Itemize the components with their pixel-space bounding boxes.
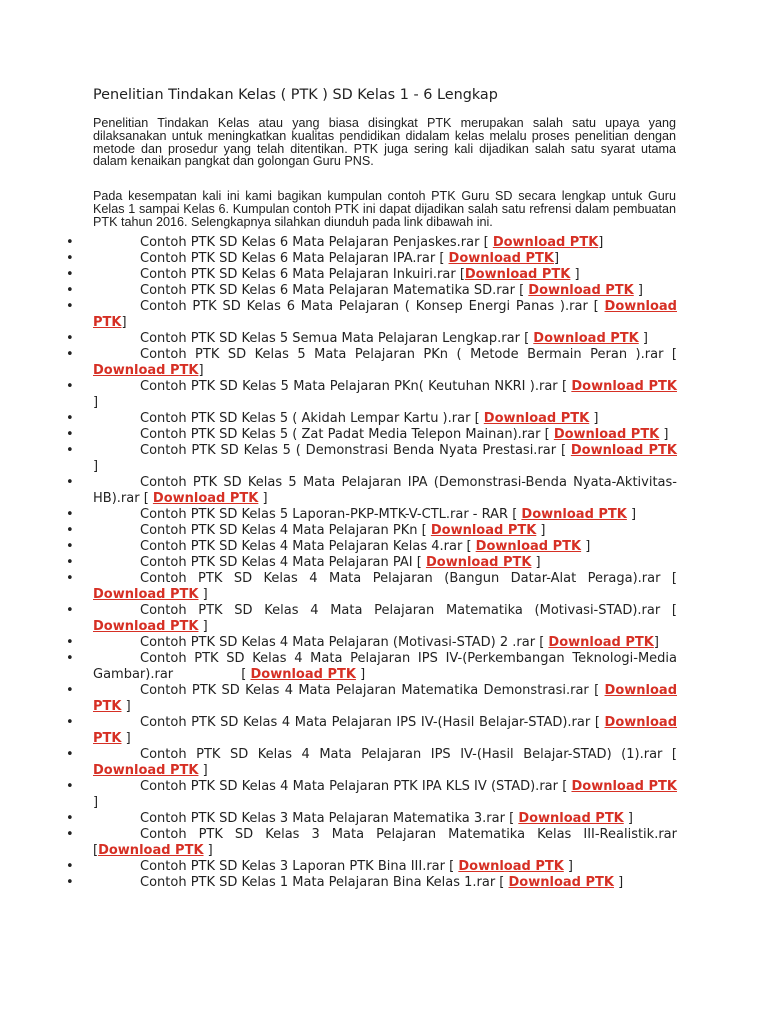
bracket-open: [ xyxy=(93,843,99,858)
bracket-close: ] xyxy=(198,619,208,634)
bracket-open: [ xyxy=(483,235,493,250)
bullet-icon: • xyxy=(66,331,74,346)
download-ptk-link[interactable]: Download PTK xyxy=(528,283,634,298)
item-filename: Contoh PTK SD Kelas 6 Mata Pelajaran Matematika SD.rar xyxy=(140,283,520,298)
download-ptk-link[interactable]: Download PTK xyxy=(152,491,259,506)
bullet-icon: • xyxy=(66,235,74,250)
bracket-close: ] xyxy=(531,555,541,570)
bracket-open: [ xyxy=(143,491,153,506)
bracket-close: ] xyxy=(121,731,131,746)
bullet-icon: • xyxy=(66,875,74,890)
item-filename: Contoh PTK SD Kelas 1 Mata Pelajaran Bina Kelas 1.rar xyxy=(140,875,500,890)
download-ptk-link[interactable]: Download PTK xyxy=(430,523,537,538)
bullet-icon: • xyxy=(66,507,74,522)
list-item xyxy=(0,539,677,555)
download-ptk-link[interactable]: Download PTK xyxy=(448,251,554,266)
bracket-close: ] xyxy=(93,795,99,810)
list-item xyxy=(0,571,677,603)
list-item xyxy=(0,411,677,427)
list-item xyxy=(0,507,677,523)
list-item xyxy=(0,283,677,299)
bracket-close: ] xyxy=(563,859,574,874)
download-ptk-link[interactable]: Download PTK xyxy=(548,635,654,650)
bullet-icon: • xyxy=(66,811,74,826)
bracket-open: [ xyxy=(671,747,677,762)
bullet-icon: • xyxy=(66,299,74,314)
bracket-close: ] xyxy=(198,363,204,378)
bullet-icon: • xyxy=(66,427,74,442)
bracket-open: [ xyxy=(519,283,529,298)
bracket-close: ] xyxy=(613,875,624,890)
bracket-open: [ xyxy=(421,523,431,538)
bracket-open: [ xyxy=(512,507,522,522)
item-filename: Contoh PTK SD Kelas 4 Mata Pelajaran IPS IV-(Perkembangan Teknologi-Media Gambar).rar xyxy=(93,651,677,682)
bracket-open: [ xyxy=(671,347,677,362)
list-item xyxy=(0,811,677,827)
bullet-icon: • xyxy=(66,603,74,618)
bracket-close: ] xyxy=(581,539,591,554)
bracket-open: [ xyxy=(594,683,605,698)
download-ptk-link[interactable]: Download PTK xyxy=(571,779,677,794)
list-item xyxy=(0,299,677,331)
list-item xyxy=(0,747,677,779)
bracket-open: [ xyxy=(560,443,571,458)
bracket-close: ] xyxy=(203,843,213,858)
bracket-close: ] xyxy=(653,635,659,650)
download-ptk-link[interactable]: Download PTK xyxy=(521,507,627,522)
download-ptk-link[interactable]: Download PTK xyxy=(93,763,199,778)
list-item xyxy=(0,603,677,635)
bullet-icon: • xyxy=(66,827,74,842)
item-filename: Contoh PTK SD Kelas 4 Mata Pelajaran (Motivasi-STAD) 2 .rar xyxy=(140,635,540,650)
download-ptk-link[interactable]: Download PTK xyxy=(93,299,677,330)
list-item xyxy=(0,347,677,379)
bullet-icon: • xyxy=(66,747,74,762)
bracket-close: ] xyxy=(626,507,637,522)
bullet-icon: • xyxy=(66,683,74,698)
bracket-open: [ xyxy=(474,411,484,426)
item-filename: Contoh PTK SD Kelas 6 Mata Pelajaran Penjaskes.rar xyxy=(140,235,484,250)
bullet-icon: • xyxy=(66,555,74,570)
bracket-close: ] xyxy=(93,459,99,474)
item-filename: Contoh PTK SD Kelas 3 Mata Pelajaran Matematika Kelas III-Realistik.rar xyxy=(140,827,677,842)
bullet-icon: • xyxy=(66,251,74,266)
list-item xyxy=(0,443,677,475)
bullet-icon: • xyxy=(66,347,74,362)
item-filename: Contoh PTK SD Kelas 5 Laporan-PKP-MTK-V-CTL.rar - RAR xyxy=(140,507,513,522)
bracket-open: [ xyxy=(509,811,519,826)
document-title: Penelitian Tindakan Kelas ( PTK ) SD Kelas 1 - 6 Lengkap xyxy=(93,87,498,103)
bracket-open: [ xyxy=(459,267,465,282)
list-item xyxy=(0,523,677,539)
download-ptk-link[interactable]: Download PTK xyxy=(571,379,677,394)
bracket-close: ] xyxy=(93,395,99,410)
bullet-icon: • xyxy=(66,379,74,394)
download-ptk-link[interactable]: Download PTK xyxy=(98,843,204,858)
bracket-close: ] xyxy=(553,251,560,266)
list-item xyxy=(0,859,677,875)
download-ptk-link[interactable]: Download PTK xyxy=(518,811,624,826)
bracket-close: ] xyxy=(198,587,208,602)
item-filename: Contoh PTK SD Kelas 5 ( Demonstrasi Benda Nyata Prestasi.rar xyxy=(140,443,561,458)
bullet-icon: • xyxy=(66,443,74,458)
download-ptk-link[interactable]: Download PTK xyxy=(475,539,582,554)
bracket-open: [ xyxy=(562,779,572,794)
item-filename: Contoh PTK SD Kelas 6 Mata Pelajaran Inkuiri.rar xyxy=(140,267,460,282)
bracket-open: [ xyxy=(241,667,251,682)
bracket-open: [ xyxy=(499,875,509,890)
item-filename: Contoh PTK SD Kelas 5 Mata Pelajaran IPA (Demonstrasi-Benda Nyata-Aktivitas-HB).rar xyxy=(93,475,677,506)
item-filename: Contoh PTK SD Kelas 4 Mata Pelajaran PAI xyxy=(140,555,417,570)
list-item xyxy=(0,875,677,891)
bullet-icon: • xyxy=(66,283,74,298)
bullet-icon: • xyxy=(66,267,74,282)
bracket-close: ] xyxy=(633,283,643,298)
item-filename: Contoh PTK SD Kelas 4 Mata Pelajaran PTK IPA KLS IV (STAD).rar xyxy=(140,779,563,794)
bracket-open: [ xyxy=(466,539,476,554)
bracket-open: [ xyxy=(671,603,677,618)
bullet-icon: • xyxy=(66,715,74,730)
intro-paragraph: Penelitian Tindakan Kelas atau yang biasa disingkat PTK merupakan salah satu upaya yang dilaksanakan untuk meningkatkan kualitas pendidikan didalam kelas melalu proses penelitian dengan metode dan prosedur yang telah ditentikan. PTK juga sering kali dijadikan salah satu syarat utama dalam kenaikan pangkat dan golongan Guru PNS. xyxy=(93,116,676,169)
bracket-close: ] xyxy=(623,811,633,826)
bullet-icon: • xyxy=(66,859,74,874)
item-filename: Contoh PTK SD Kelas 3 Laporan PTK Bina III.rar xyxy=(140,859,450,874)
item-filename: Contoh PTK SD Kelas 5 Semua Mata Pelajaran Lengkap.rar xyxy=(140,331,525,346)
item-filename: Contoh PTK SD Kelas 4 Mata Pelajaran Matematika Demonstrasi.rar xyxy=(140,683,595,698)
bracket-open: [ xyxy=(416,555,426,570)
bracket-open: [ xyxy=(539,635,549,650)
list-item xyxy=(0,235,677,251)
item-filename: Contoh PTK SD Kelas 6 Mata Pelajaran IPA.rar xyxy=(140,251,440,266)
item-filename: Contoh PTK SD Kelas 4 Mata Pelajaran IPS IV-(Hasil Belajar-STAD) (1).rar xyxy=(140,747,672,762)
description-paragraph: Pada kesempatan kali ini kami bagikan kumpulan contoh PTK Guru SD secara lengkap untuk Guru Kelas 1 sampai Kelas 6. Kumpulan contoh PTK ini dapat dijadikan salah satu refrensi dalam pembuatan PTK tahun 2016. Selengkapnya silahkan diunduh pada link dibawah ini. xyxy=(93,189,676,229)
download-ptk-link[interactable]: Download PTK xyxy=(250,667,356,682)
bracket-close: ] xyxy=(198,763,208,778)
bracket-open: [ xyxy=(594,715,605,730)
bracket-close: ] xyxy=(121,315,127,330)
list-item xyxy=(0,827,677,859)
bullet-icon: • xyxy=(66,475,74,490)
download-ptk-link[interactable]: Download PTK xyxy=(464,267,571,282)
download-ptk-link[interactable]: Download PTK xyxy=(508,875,614,890)
bracket-open: [ xyxy=(449,859,459,874)
item-filename: Contoh PTK SD Kelas 4 Mata Pelajaran IPS IV-(Hasil Belajar-STAD).rar xyxy=(140,715,595,730)
ptk-download-list xyxy=(0,235,768,891)
bracket-close: ] xyxy=(570,267,580,282)
bracket-close: ] xyxy=(589,411,599,426)
download-ptk-link[interactable]: Download PTK xyxy=(492,235,599,250)
download-ptk-link[interactable]: Download PTK xyxy=(93,363,199,378)
list-item xyxy=(0,267,677,283)
bracket-open: [ xyxy=(524,331,534,346)
bracket-open: [ xyxy=(671,571,677,586)
bracket-open: [ xyxy=(593,299,605,314)
list-item xyxy=(0,427,677,443)
bracket-open: [ xyxy=(439,251,449,266)
item-filename: Contoh PTK SD Kelas 4 Mata Pelajaran PKn xyxy=(140,523,422,538)
bracket-close: ] xyxy=(598,235,604,250)
download-ptk-link[interactable]: Download PTK xyxy=(533,331,639,346)
download-ptk-link[interactable]: Download PTK xyxy=(93,683,677,714)
bullet-icon: • xyxy=(66,411,74,426)
bracket-close: ] xyxy=(659,427,669,442)
item-filename: Contoh PTK SD Kelas 4 Mata Pelajaran Matematika (Motivasi-STAD).rar xyxy=(140,603,672,618)
list-item xyxy=(0,251,677,267)
item-filename: Contoh PTK SD Kelas 4 Mata Pelajaran Kelas 4.rar xyxy=(140,539,467,554)
item-filename: Contoh PTK SD Kelas 5 ( Zat Padat Media Telepon Mainan).rar xyxy=(140,427,545,442)
item-filename: Contoh PTK SD Kelas 3 Mata Pelajaran Matematika 3.rar xyxy=(140,811,510,826)
download-ptk-link[interactable]: Download PTK xyxy=(570,443,677,458)
bracket-close: ] xyxy=(258,491,268,506)
list-item xyxy=(0,475,677,507)
list-item xyxy=(0,683,677,715)
item-filename: Contoh PTK SD Kelas 4 Mata Pelajaran (Bangun Datar-Alat Peraga).rar xyxy=(140,571,672,586)
bracket-close: ] xyxy=(536,523,546,538)
bracket-close: ] xyxy=(121,699,131,714)
download-ptk-link[interactable]: Download PTK xyxy=(93,587,199,602)
download-ptk-link[interactable]: Download PTK xyxy=(553,427,660,442)
bracket-close: ] xyxy=(355,667,366,682)
download-ptk-link[interactable]: Download PTK xyxy=(458,859,564,874)
list-item xyxy=(0,651,677,683)
download-ptk-link[interactable]: Download PTK xyxy=(93,715,677,746)
list-item xyxy=(0,635,677,651)
list-item xyxy=(0,331,677,347)
item-filename: Contoh PTK SD Kelas 5 Mata Pelajaran PKn ( Metode Bermain Peran ).rar xyxy=(140,347,672,362)
bullet-icon: • xyxy=(66,571,74,586)
download-ptk-link[interactable]: Download PTK xyxy=(425,555,532,570)
bullet-icon: • xyxy=(66,635,74,650)
bracket-open: [ xyxy=(544,427,554,442)
bullet-icon: • xyxy=(66,651,74,666)
bullet-icon: • xyxy=(66,523,74,538)
download-ptk-link[interactable]: Download PTK xyxy=(93,619,199,634)
list-item xyxy=(0,379,677,411)
list-item xyxy=(0,555,677,571)
item-filename: Contoh PTK SD Kelas 5 Mata Pelajaran PKn( Keutuhan NKRI ).rar xyxy=(140,379,562,394)
list-item xyxy=(0,779,677,811)
bracket-close: ] xyxy=(638,331,648,346)
bracket-open: [ xyxy=(561,379,572,394)
item-filename: Contoh PTK SD Kelas 5 ( Akidah Lempar Kartu ).rar xyxy=(140,411,475,426)
bullet-icon: • xyxy=(66,779,74,794)
download-ptk-link[interactable]: Download PTK xyxy=(483,411,590,426)
item-filename: Contoh PTK SD Kelas 6 Mata Pelajaran ( Konsep Energi Panas ).rar xyxy=(140,299,594,314)
bullet-icon: • xyxy=(66,539,74,554)
list-item xyxy=(0,715,677,747)
